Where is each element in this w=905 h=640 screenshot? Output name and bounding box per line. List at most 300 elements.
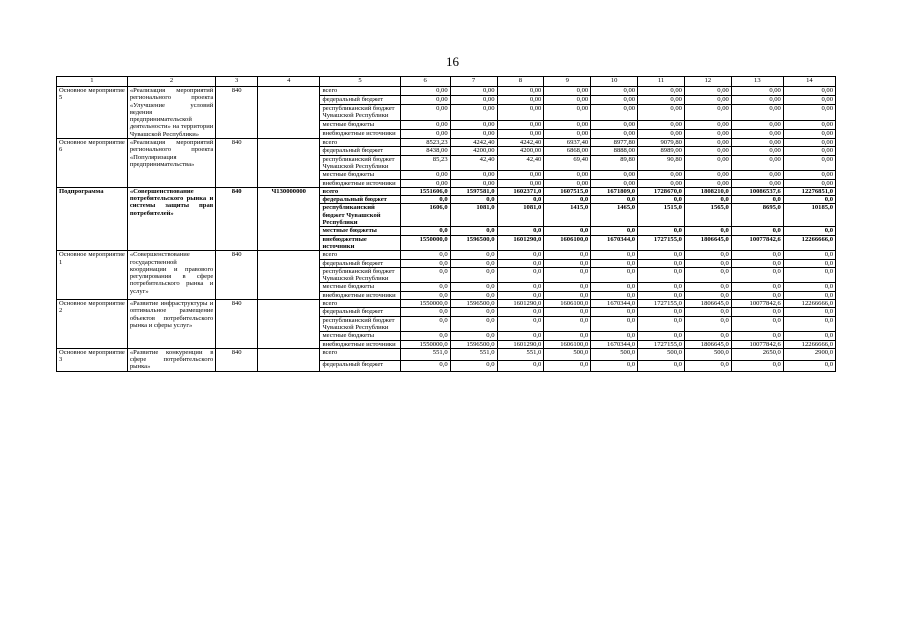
amount-cell: 0,0 <box>400 360 450 371</box>
amount-cell: 500,0 <box>684 348 731 360</box>
amount-cell: 0,00 <box>638 121 685 130</box>
amount-cell: 0,0 <box>400 227 450 235</box>
column-header: 7 <box>450 77 497 87</box>
amount-cell: 0,0 <box>591 308 638 316</box>
amount-cell: 0,00 <box>450 87 497 96</box>
amount-cell: 4200,00 <box>497 147 544 155</box>
amount-cell: 0,0 <box>783 291 835 299</box>
amount-cell: 0,0 <box>591 259 638 267</box>
amount-cell: 8523,23 <box>400 139 450 147</box>
program-title-cell: «Развитие инфраструктуры и оптимальное размещение объектов потребительского рынка и сферы услуг» <box>127 300 216 349</box>
amount-cell: 0,00 <box>400 179 450 187</box>
amount-cell: 0,00 <box>783 171 835 179</box>
amount-cell: 1565,0 <box>684 204 731 227</box>
program-level-cell: Основное мероприятие 2 <box>57 300 128 349</box>
amount-cell: 0,00 <box>731 95 783 104</box>
amount-cell: 1550000,0 <box>400 340 450 348</box>
amount-cell: 0,0 <box>450 196 497 204</box>
amount-cell: 0,00 <box>783 179 835 187</box>
column-header: 10 <box>591 77 638 87</box>
amount-cell: 0,0 <box>544 283 591 291</box>
program-level-cell: Подпрограмма <box>57 187 128 250</box>
amount-cell: 0,00 <box>591 87 638 96</box>
amount-cell: 1670344,0 <box>591 300 638 308</box>
amount-cell: 42,40 <box>450 155 497 171</box>
funding-source-cell: республиканский бюджет Чувашской Республики <box>320 316 400 332</box>
amount-cell: 0,00 <box>544 87 591 96</box>
amount-cell: 551,0 <box>400 348 450 360</box>
amount-cell: 0,0 <box>400 283 450 291</box>
amount-cell: 0,0 <box>684 291 731 299</box>
amount-cell: 1602371,0 <box>497 187 544 195</box>
amount-cell: 0,00 <box>450 130 497 139</box>
amount-cell: 6937,40 <box>544 139 591 147</box>
amount-cell: 0,0 <box>400 251 450 259</box>
amount-cell: 0,00 <box>684 95 731 104</box>
amount-cell: 8438,00 <box>400 147 450 155</box>
amount-cell: 42,40 <box>497 155 544 171</box>
amount-cell: 1601290,0 <box>497 300 544 308</box>
amount-cell: 0,0 <box>684 196 731 204</box>
amount-cell: 0,0 <box>591 251 638 259</box>
responsible-code-cell: 840 <box>216 87 258 139</box>
amount-cell: 0,0 <box>591 360 638 371</box>
column-header: 3 <box>216 77 258 87</box>
amount-cell: 0,0 <box>544 227 591 235</box>
amount-cell: 0,0 <box>638 308 685 316</box>
amount-cell: 0,00 <box>684 155 731 171</box>
table-body <box>57 87 836 372</box>
amount-cell: 0,0 <box>783 196 835 204</box>
amount-cell: 0,0 <box>544 332 591 340</box>
amount-cell: 0,0 <box>497 227 544 235</box>
amount-cell: 0,00 <box>450 171 497 179</box>
amount-cell: 0,0 <box>497 283 544 291</box>
amount-cell: 551,0 <box>450 348 497 360</box>
amount-cell: 0,0 <box>638 259 685 267</box>
amount-cell: 1550000,0 <box>400 300 450 308</box>
amount-cell: 0,00 <box>684 171 731 179</box>
amount-cell: 1806645,0 <box>684 300 731 308</box>
amount-cell: 0,0 <box>450 259 497 267</box>
amount-cell: 0,00 <box>731 171 783 179</box>
amount-cell: 0,00 <box>783 95 835 104</box>
amount-cell: 0,00 <box>400 95 450 104</box>
funding-source-cell: республиканский бюджет Чувашской Республики <box>320 204 400 227</box>
table-row <box>57 187 836 195</box>
amount-cell: 0,0 <box>783 251 835 259</box>
responsible-code-cell: 840 <box>216 187 258 250</box>
funding-source-cell: внебюджетные источники <box>320 235 400 251</box>
amount-cell: 0,0 <box>591 291 638 299</box>
funding-source-cell: федеральный бюджет <box>320 259 400 267</box>
amount-cell: 0,0 <box>684 360 731 371</box>
amount-cell: 69,40 <box>544 155 591 171</box>
amount-cell: 0,0 <box>450 332 497 340</box>
funding-source-cell: местные бюджеты <box>320 171 400 179</box>
amount-cell: 0,00 <box>638 87 685 96</box>
amount-cell: 0,00 <box>400 130 450 139</box>
amount-cell: 0,0 <box>591 196 638 204</box>
amount-cell: 8977,80 <box>591 139 638 147</box>
amount-cell: 0,00 <box>731 155 783 171</box>
amount-cell: 0,00 <box>638 171 685 179</box>
amount-cell: 6868,00 <box>544 147 591 155</box>
amount-cell: 1081,0 <box>450 204 497 227</box>
funding-source-cell: всего <box>320 348 400 360</box>
amount-cell: 1515,0 <box>638 204 685 227</box>
amount-cell: 1596500,0 <box>450 340 497 348</box>
column-header: 2 <box>127 77 216 87</box>
amount-cell: 8989,00 <box>638 147 685 155</box>
funding-source-cell: местные бюджеты <box>320 332 400 340</box>
amount-cell: 0,0 <box>638 316 685 332</box>
amount-cell: 0,0 <box>497 267 544 283</box>
budget-classification-cell <box>257 139 319 188</box>
amount-cell: 0,0 <box>497 196 544 204</box>
amount-cell: 89,80 <box>591 155 638 171</box>
funding-source-cell: всего <box>320 251 400 259</box>
amount-cell: 500,0 <box>544 348 591 360</box>
funding-source-cell: всего <box>320 139 400 147</box>
amount-cell: 12266666,0 <box>783 340 835 348</box>
amount-cell: 0,0 <box>731 316 783 332</box>
amount-cell: 500,0 <box>591 348 638 360</box>
amount-cell: 0,0 <box>450 316 497 332</box>
amount-cell: 0,0 <box>544 267 591 283</box>
funding-source-cell: федеральный бюджет <box>320 360 400 371</box>
amount-cell: 1551606,0 <box>400 187 450 195</box>
funding-source-cell: всего <box>320 187 400 195</box>
column-header: 13 <box>731 77 783 87</box>
amount-cell: 0,0 <box>684 227 731 235</box>
funding-source-cell: республиканский бюджет Чувашской Республики <box>320 104 400 121</box>
amount-cell: 0,00 <box>684 179 731 187</box>
amount-cell: 0,0 <box>684 259 731 267</box>
amount-cell: 0,00 <box>731 104 783 121</box>
amount-cell: 0,0 <box>731 259 783 267</box>
amount-cell: 500,0 <box>638 348 685 360</box>
amount-cell: 0,0 <box>544 308 591 316</box>
amount-cell: 0,00 <box>497 179 544 187</box>
amount-cell: 1728670,0 <box>638 187 685 195</box>
amount-cell: 12276851,0 <box>783 187 835 195</box>
amount-cell: 1670344,0 <box>591 235 638 251</box>
funding-source-cell: всего <box>320 87 400 96</box>
amount-cell: 0,00 <box>684 121 731 130</box>
amount-cell: 0,0 <box>638 283 685 291</box>
program-title-cell: «Реализация мероприятий регионального проекта «Популяризация предпринимательства» <box>127 139 216 188</box>
amount-cell: 0,00 <box>400 121 450 130</box>
amount-cell: 0,00 <box>684 87 731 96</box>
amount-cell: 1670344,0 <box>591 340 638 348</box>
amount-cell: 0,0 <box>497 360 544 371</box>
funding-source-cell: федеральный бюджет <box>320 95 400 104</box>
amount-cell: 0,00 <box>450 95 497 104</box>
amount-cell: 0,0 <box>544 316 591 332</box>
amount-cell: 0,00 <box>731 179 783 187</box>
table-row <box>57 300 836 308</box>
amount-cell: 0,00 <box>638 104 685 121</box>
amount-cell: 0,0 <box>638 267 685 283</box>
table-row <box>57 251 836 259</box>
funding-source-cell: всего <box>320 300 400 308</box>
responsible-code-cell: 840 <box>216 348 258 371</box>
amount-cell: 0,0 <box>783 332 835 340</box>
amount-cell: 0,0 <box>544 196 591 204</box>
amount-cell: 0,00 <box>497 171 544 179</box>
amount-cell: 0,0 <box>400 196 450 204</box>
amount-cell: 0,0 <box>731 196 783 204</box>
amount-cell: 0,00 <box>638 95 685 104</box>
amount-cell: 0,0 <box>684 267 731 283</box>
amount-cell: 1607515,0 <box>544 187 591 195</box>
amount-cell: 1806645,0 <box>684 340 731 348</box>
amount-cell: 12266666,0 <box>783 235 835 251</box>
amount-cell: 0,00 <box>591 104 638 121</box>
amount-cell: 85,23 <box>400 155 450 171</box>
program-title-cell: «Реализация мероприятий регионального проекта «Улучшение условий ведения предпринимательской деятельности» на территории Чувашской Республики» <box>127 87 216 139</box>
amount-cell: 0,00 <box>497 130 544 139</box>
amount-cell: 10077842,6 <box>731 340 783 348</box>
amount-cell: 0,0 <box>638 291 685 299</box>
table-header-row <box>57 77 836 87</box>
budget-table <box>56 76 836 372</box>
column-header: 12 <box>684 77 731 87</box>
amount-cell: 0,00 <box>783 121 835 130</box>
amount-cell: 0,00 <box>544 171 591 179</box>
amount-cell: 0,0 <box>544 291 591 299</box>
amount-cell: 1465,0 <box>591 204 638 227</box>
column-header: 5 <box>320 77 400 87</box>
amount-cell: 1601290,0 <box>497 340 544 348</box>
amount-cell: 0,00 <box>783 130 835 139</box>
amount-cell: 0,00 <box>591 130 638 139</box>
column-header: 6 <box>400 77 450 87</box>
amount-cell: 0,00 <box>731 121 783 130</box>
amount-cell: 0,00 <box>544 104 591 121</box>
amount-cell: 0,0 <box>450 267 497 283</box>
amount-cell: 0,00 <box>497 87 544 96</box>
amount-cell: 0,00 <box>731 87 783 96</box>
amount-cell: 90,80 <box>638 155 685 171</box>
amount-cell: 0,00 <box>783 147 835 155</box>
budget-classification-cell <box>257 300 319 349</box>
amount-cell: 1596500,0 <box>450 300 497 308</box>
amount-cell: 0,00 <box>638 179 685 187</box>
amount-cell: 0,00 <box>783 155 835 171</box>
amount-cell: 1727155,0 <box>638 235 685 251</box>
amount-cell: 1727155,0 <box>638 300 685 308</box>
amount-cell: 0,00 <box>783 87 835 96</box>
amount-cell: 0,00 <box>684 130 731 139</box>
amount-cell: 0,00 <box>497 104 544 121</box>
amount-cell: 1601290,0 <box>497 235 544 251</box>
amount-cell: 0,0 <box>638 251 685 259</box>
amount-cell: 4242,40 <box>497 139 544 147</box>
amount-cell: 0,0 <box>783 259 835 267</box>
amount-cell: 0,00 <box>544 95 591 104</box>
program-level-cell: Основное мероприятие 5 <box>57 87 128 139</box>
column-header: 14 <box>783 77 835 87</box>
amount-cell: 0,0 <box>400 259 450 267</box>
amount-cell: 0,0 <box>497 332 544 340</box>
amount-cell: 2650,0 <box>731 348 783 360</box>
budget-classification-cell: Ч130000000 <box>257 187 319 250</box>
amount-cell: 0,0 <box>731 360 783 371</box>
amount-cell: 10077842,6 <box>731 300 783 308</box>
amount-cell: 0,0 <box>544 259 591 267</box>
amount-cell: 0,0 <box>400 308 450 316</box>
amount-cell: 0,00 <box>783 139 835 147</box>
budget-classification-cell <box>257 87 319 139</box>
amount-cell: 0,00 <box>591 95 638 104</box>
amount-cell: 1597581,0 <box>450 187 497 195</box>
amount-cell: 0,0 <box>684 251 731 259</box>
amount-cell: 0,0 <box>731 251 783 259</box>
amount-cell: 0,0 <box>783 283 835 291</box>
amount-cell: 0,0 <box>783 316 835 332</box>
amount-cell: 10086537,6 <box>731 187 783 195</box>
amount-cell: 0,00 <box>497 121 544 130</box>
amount-cell: 0,0 <box>450 227 497 235</box>
amount-cell: 1606,0 <box>400 204 450 227</box>
amount-cell: 4242,40 <box>450 139 497 147</box>
amount-cell: 0,0 <box>731 283 783 291</box>
amount-cell: 0,0 <box>400 267 450 283</box>
amount-cell: 0,00 <box>544 179 591 187</box>
amount-cell: 0,0 <box>684 332 731 340</box>
amount-cell: 0,0 <box>783 227 835 235</box>
amount-cell: 0,0 <box>638 227 685 235</box>
amount-cell: 0,0 <box>497 316 544 332</box>
amount-cell: 0,00 <box>731 139 783 147</box>
amount-cell: 0,0 <box>400 316 450 332</box>
amount-cell: 0,0 <box>497 251 544 259</box>
amount-cell: 0,0 <box>638 196 685 204</box>
amount-cell: 1808210,0 <box>684 187 731 195</box>
responsible-code-cell: 840 <box>216 139 258 188</box>
amount-cell: 0,0 <box>783 267 835 283</box>
amount-cell: 1081,0 <box>497 204 544 227</box>
amount-cell: 0,00 <box>497 95 544 104</box>
amount-cell: 0,0 <box>731 308 783 316</box>
amount-cell: 8888,00 <box>591 147 638 155</box>
amount-cell: 0,0 <box>544 251 591 259</box>
amount-cell: 10185,0 <box>783 204 835 227</box>
column-header: 8 <box>497 77 544 87</box>
amount-cell: 551,0 <box>497 348 544 360</box>
amount-cell: 0,0 <box>684 308 731 316</box>
funding-source-cell: местные бюджеты <box>320 283 400 291</box>
amount-cell: 1671809,0 <box>591 187 638 195</box>
amount-cell: 0,00 <box>731 147 783 155</box>
amount-cell: 0,0 <box>497 259 544 267</box>
amount-cell: 0,00 <box>638 130 685 139</box>
amount-cell: 0,00 <box>450 121 497 130</box>
amount-cell: 0,00 <box>400 87 450 96</box>
amount-cell: 0,0 <box>497 308 544 316</box>
amount-cell: 0,00 <box>684 147 731 155</box>
amount-cell: 1806645,0 <box>684 235 731 251</box>
amount-cell: 0,00 <box>450 104 497 121</box>
amount-cell: 0,0 <box>450 360 497 371</box>
amount-cell: 10077842,6 <box>731 235 783 251</box>
table-row <box>57 87 836 96</box>
amount-cell: 0,0 <box>684 316 731 332</box>
amount-cell: 0,0 <box>591 227 638 235</box>
amount-cell: 0,0 <box>400 332 450 340</box>
amount-cell: 0,00 <box>400 104 450 121</box>
amount-cell: 1415,0 <box>544 204 591 227</box>
column-header: 11 <box>638 77 685 87</box>
amount-cell: 1606100,0 <box>544 300 591 308</box>
amount-cell: 0,0 <box>638 332 685 340</box>
amount-cell: 0,00 <box>450 179 497 187</box>
amount-cell: 0,0 <box>731 291 783 299</box>
amount-cell: 1606100,0 <box>544 235 591 251</box>
amount-cell: 0,0 <box>450 251 497 259</box>
funding-source-cell: федеральный бюджет <box>320 196 400 204</box>
amount-cell: 0,00 <box>544 130 591 139</box>
amount-cell: 0,0 <box>783 308 835 316</box>
table-row <box>57 348 836 360</box>
amount-cell: 0,0 <box>400 291 450 299</box>
funding-source-cell: федеральный бюджет <box>320 308 400 316</box>
amount-cell: 0,0 <box>684 283 731 291</box>
amount-cell: 0,0 <box>731 227 783 235</box>
amount-cell: 1606100,0 <box>544 340 591 348</box>
budget-classification-cell <box>257 348 319 371</box>
amount-cell: 0,00 <box>684 104 731 121</box>
amount-cell: 0,00 <box>544 121 591 130</box>
funding-source-cell: внебюджетные источники <box>320 179 400 187</box>
amount-cell: 0,0 <box>783 360 835 371</box>
budget-classification-cell <box>257 251 319 300</box>
table-row <box>57 139 836 147</box>
program-level-cell: Основное мероприятие 1 <box>57 251 128 300</box>
amount-cell: 8695,0 <box>731 204 783 227</box>
funding-source-cell: республиканский бюджет Чувашской Республики <box>320 155 400 171</box>
program-title-cell: «Развитие конкуренции в сфере потребительского рынка» <box>127 348 216 371</box>
amount-cell: 9079,80 <box>638 139 685 147</box>
amount-cell: 1727155,0 <box>638 340 685 348</box>
amount-cell: 0,00 <box>591 171 638 179</box>
funding-source-cell: внебюджетные источники <box>320 130 400 139</box>
amount-cell: 0,0 <box>731 267 783 283</box>
program-title-cell: «Совершенствование государственной координации и правового регулирования в сфере потребительского рынка и услуг» <box>127 251 216 300</box>
amount-cell: 0,00 <box>731 130 783 139</box>
responsible-code-cell: 840 <box>216 251 258 300</box>
amount-cell: 0,0 <box>591 332 638 340</box>
amount-cell: 1550000,0 <box>400 235 450 251</box>
column-header: 4 <box>257 77 319 87</box>
amount-cell: 0,00 <box>591 121 638 130</box>
amount-cell: 0,0 <box>450 308 497 316</box>
amount-cell: 0,0 <box>731 332 783 340</box>
column-header: 9 <box>544 77 591 87</box>
amount-cell: 0,0 <box>544 360 591 371</box>
program-title-cell: «Совершенствование потребительского рынка и системы защиты прав потребителей» <box>127 187 216 250</box>
amount-cell: 0,0 <box>497 291 544 299</box>
amount-cell: 2900,0 <box>783 348 835 360</box>
funding-source-cell: местные бюджеты <box>320 121 400 130</box>
column-header: 1 <box>57 77 128 87</box>
funding-source-cell: внебюджетные источники <box>320 340 400 348</box>
responsible-code-cell: 840 <box>216 300 258 349</box>
amount-cell: 0,00 <box>591 179 638 187</box>
funding-source-cell: республиканский бюджет Чувашской Республики <box>320 267 400 283</box>
